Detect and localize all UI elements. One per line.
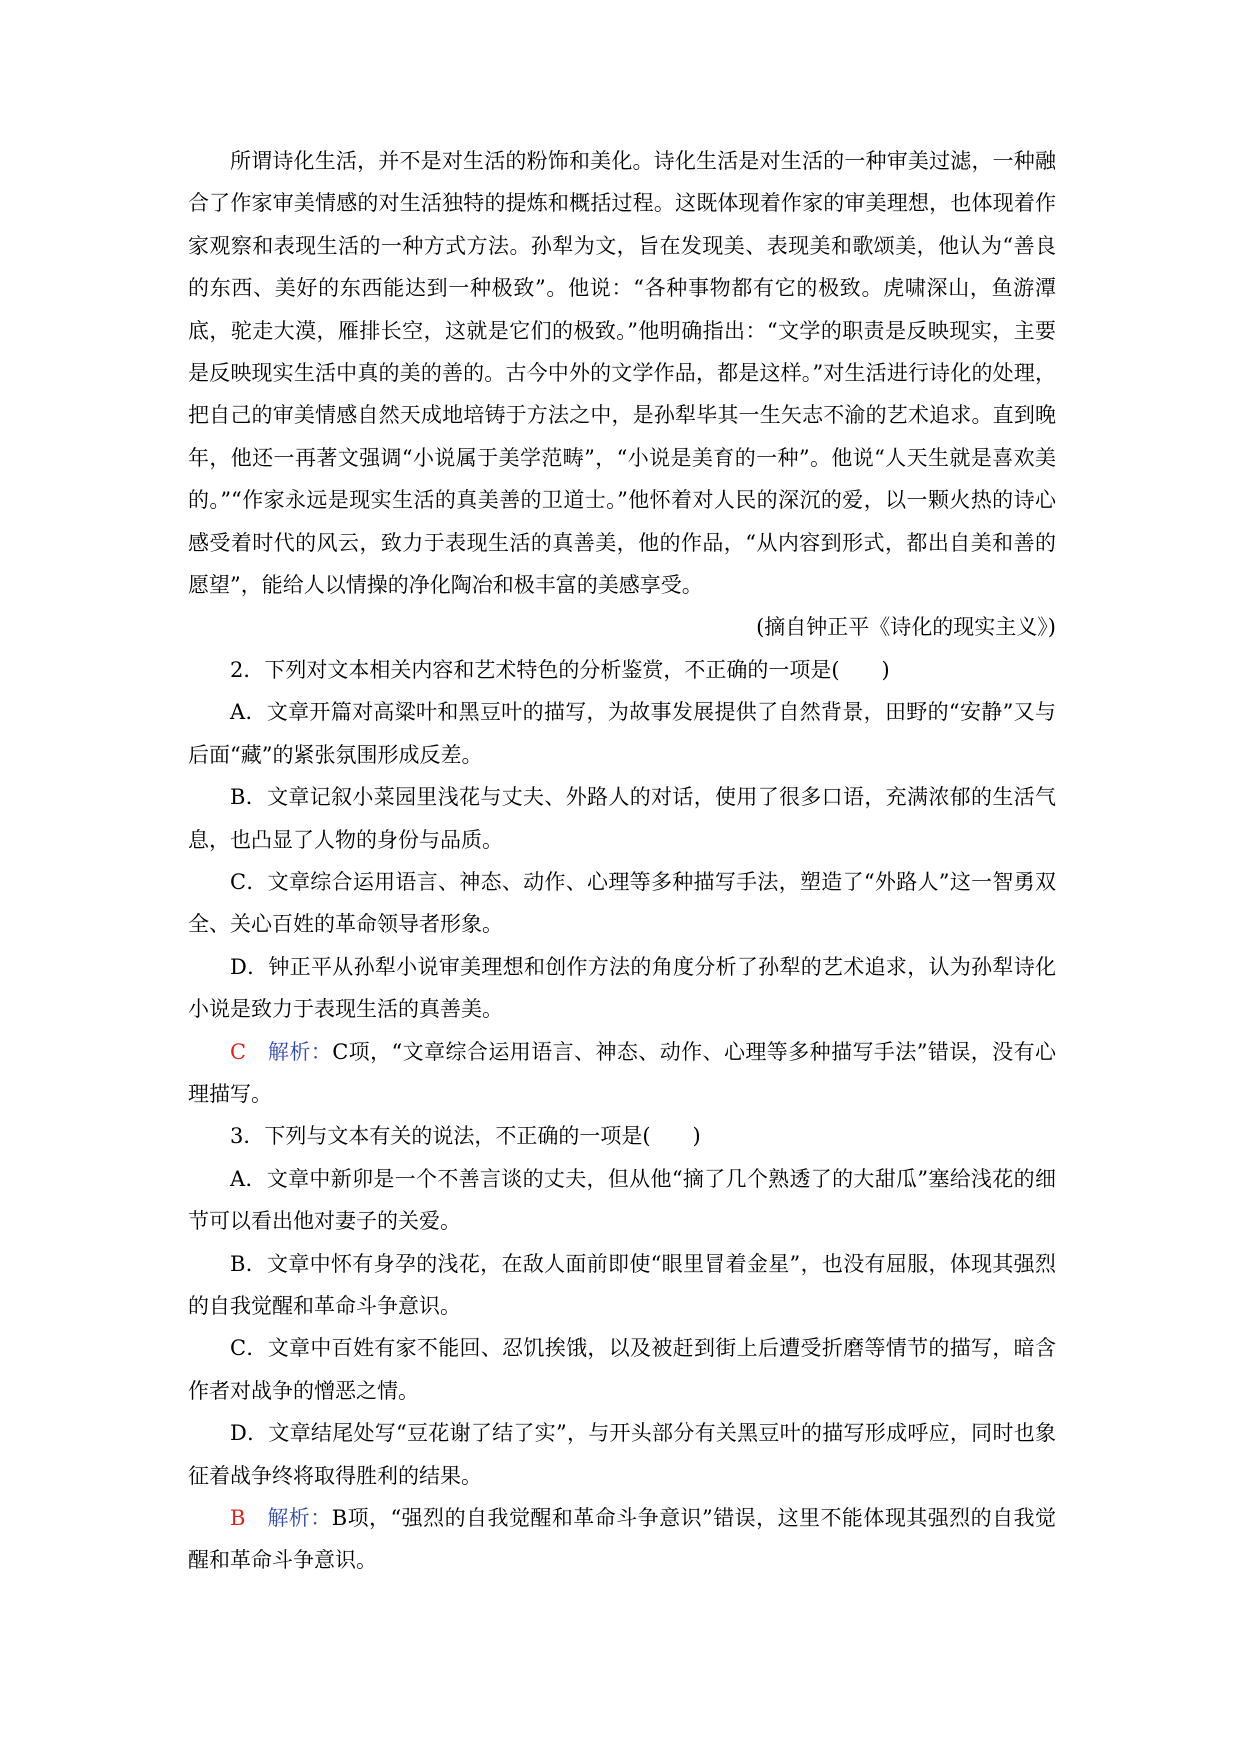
question-3-answer: B (230, 1506, 246, 1530)
question-2-answer: C (230, 1039, 247, 1064)
question-2-option-d: D．钟正平从孙犁小说审美理想和创作方法的角度分析了孙犁的艺术追求，认为孙犁诗化小说是致力于表现生活的真善美。 (188, 954, 1056, 1022)
question-3-option-a: A．文章中新卯是一个不善言谈的丈夫，但从他“摘了几个熟透了的大甜瓜”塞给浅花的细节可以看出他对妻子的关爱。 (188, 1166, 1056, 1234)
question-2-analysis (188, 1031, 1056, 1116)
question-2-explanation: C项，“文章综合运用语言、神态、动作、心理等多种描写手法”错误，没有心理描写。 (188, 1039, 1056, 1106)
passage-source: (摘自钟正平《诗化的现实主义》) (756, 615, 1056, 640)
question-2-analysis-label: 解析： (267, 1039, 333, 1064)
question-2-option-c: C．文章综合运用语言、神态、动作、心理等多种描写手法，塑造了“外路人”这一智勇双全、关心百姓的革命领导者形象。 (188, 869, 1056, 937)
question-3-analysis (188, 1497, 1056, 1582)
question-2-stem: 2．下列对文本相关内容和艺术特色的分析鉴赏，不正确的一项是( ) (230, 657, 890, 682)
question-3-option-b: B．文章中怀有身孕的浅花，在敌人面前即使“眼里冒着金星”，也没有屈服，体现其强烈的自我觉醒和革命斗争意识。 (188, 1251, 1056, 1318)
question-2-option-b: B．文章记叙小菜园里浅花与丈夫、外路人的对话，使用了很多口语，充满浓郁的生活气息，也凸显了人物的身份与品质。 (188, 785, 1056, 852)
question-3-option-c: C．文章中百姓有家不能回、忍饥挨饿，以及被赶到街上后遭受折磨等情节的描写，暗含作者对战争的憎恶之情。 (188, 1336, 1056, 1403)
question-3-option-d: D．文章结尾处写“豆花谢了结了实”，与开头部分有关黑豆叶的描写形成呼应，同时也象征着战争终将取得胜利的结果。 (188, 1421, 1056, 1488)
question-2-option-a: A．文章开篇对高粱叶和黑豆叶的描写，为故事发展提供了自然背景，田野的“安静”又与后面“藏”的紧张氛围形成反差。 (188, 700, 1056, 767)
question-3-analysis-label: 解析： (267, 1506, 332, 1530)
question-3-explanation: B项，“强烈的自我觉醒和革命斗争意识”错误，这里不能体现其强烈的自我觉醒和革命斗争意识。 (188, 1506, 1056, 1573)
question-3-stem: 3．下列与文本有关的说法，不正确的一项是( ) (230, 1124, 701, 1149)
document-page (188, 140, 1056, 1582)
passage-paragraph: 所谓诗化生活，并不是对生活的粉饰和美化。诗化生活是对生活的一种审美过滤，一种融合了作家审美情感的对生活独特的提炼和概括过程。这既体现着作家的审美理想，也体现着作家观察和表现生活的一种方式方法。孙犁为文，旨在发现美、表现美和歌颂美，他认为“善良的东西、美好的东西能达到一种极致”。他说：“各种事物都有它的极致。虎啸深山，鱼游潭底，驼走大漠，雁排长空，这就是它们的极致。”他明确指出：“文学的职责是反映现实，主要是反映现实生活中真的美的善的。古今中外的文学作品，都是这样。”对生活进行诗化的处理，把自己的审美情感自然天成地培铸于方法之中，是孙犁毕其一生矢志不渝的艺术追求。直到晚年，他还一再著文强调“小说属于美学范畴”，“小说是美育的一种”。他说“人天生就是喜欢美的。”“作家永远是现实生活的真美善的卫道士。”他怀着对人民的深沉的爱，以一颗火热的诗心感受着时代的风云，致力于表现生活的真善美，他的作品，“从内容到形式，都出自美和善的愿望”，能给人以情操的净化陶冶和极丰富的美感享受。 (188, 149, 1056, 598)
